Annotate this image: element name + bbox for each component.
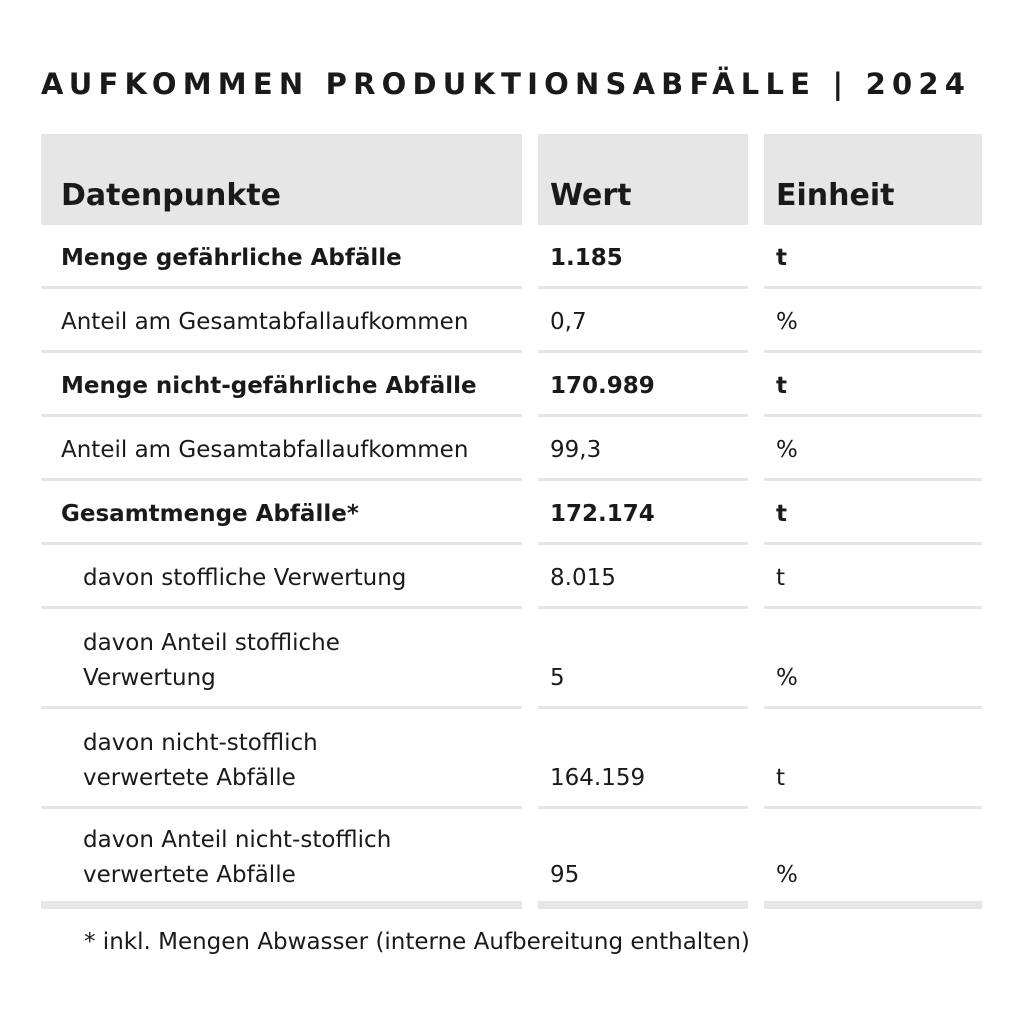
table-cell-label: Menge gefährliche Abfälle bbox=[41, 225, 522, 289]
table-cell-unit: t bbox=[764, 545, 982, 609]
header-wert bbox=[538, 134, 748, 225]
table-cell-unit: % bbox=[764, 289, 982, 353]
column-einheit bbox=[764, 134, 982, 909]
table-cell-unit: t bbox=[764, 709, 982, 809]
label-line: davon nicht-stofflich bbox=[83, 730, 318, 756]
table-cell-unit: % bbox=[764, 609, 982, 709]
table-cell-value: 8.015 bbox=[538, 545, 748, 609]
header-einheit bbox=[764, 134, 982, 225]
table-cell-value: 0,7 bbox=[538, 289, 748, 353]
table-cell-label: Menge nicht-gefährliche Abfälle bbox=[41, 353, 522, 417]
table-cell-value: 5 bbox=[538, 609, 748, 709]
header-label-datenpunkte: Datenpunkte bbox=[61, 178, 282, 213]
table-cell-unit: t bbox=[764, 353, 982, 417]
header-label-wert: Wert bbox=[550, 178, 632, 213]
label-line: davon Anteil nicht-stofflich bbox=[83, 827, 392, 853]
footnote: * inkl. Mengen Abwasser (interne Aufbereitung enthalten) bbox=[84, 929, 750, 955]
column-wert bbox=[538, 134, 748, 909]
header-datenpunkte bbox=[41, 134, 522, 225]
table-cell-value: 164.159 bbox=[538, 709, 748, 809]
column-datenpunkte bbox=[41, 134, 522, 909]
label-line: verwertete Abfälle bbox=[83, 765, 296, 791]
label-line: davon Anteil stoffliche bbox=[83, 630, 340, 656]
table-cell-value: 95 bbox=[538, 809, 748, 909]
table-cell-unit: % bbox=[764, 417, 982, 481]
table-cell-unit: t bbox=[764, 481, 982, 545]
label-line: verwertete Abfälle bbox=[83, 862, 296, 888]
label-line: Verwertung bbox=[83, 665, 216, 691]
table-cell-label: Anteil am Gesamtabfallaufkommen bbox=[41, 289, 522, 353]
table-cell-label bbox=[41, 809, 522, 909]
table-cell-label: Gesamtmenge Abfälle* bbox=[41, 481, 522, 545]
table-cell-label bbox=[41, 609, 522, 709]
table-cell-unit: % bbox=[764, 809, 982, 909]
table-cell-unit: t bbox=[764, 225, 982, 289]
table-cell-label bbox=[41, 709, 522, 809]
table-cell-value: 99,3 bbox=[538, 417, 748, 481]
page-title: AUFKOMMEN PRODUKTIONSABFÄLLE | 2024 bbox=[41, 67, 972, 101]
header-label-einheit: Einheit bbox=[776, 178, 895, 213]
table-cell-value: 1.185 bbox=[538, 225, 748, 289]
table-cell-value: 172.174 bbox=[538, 481, 748, 545]
table-cell-value: 170.989 bbox=[538, 353, 748, 417]
table-cell-label: Anteil am Gesamtabfallaufkommen bbox=[41, 417, 522, 481]
table-cell-label: davon stoffliche Verwertung bbox=[41, 545, 522, 609]
